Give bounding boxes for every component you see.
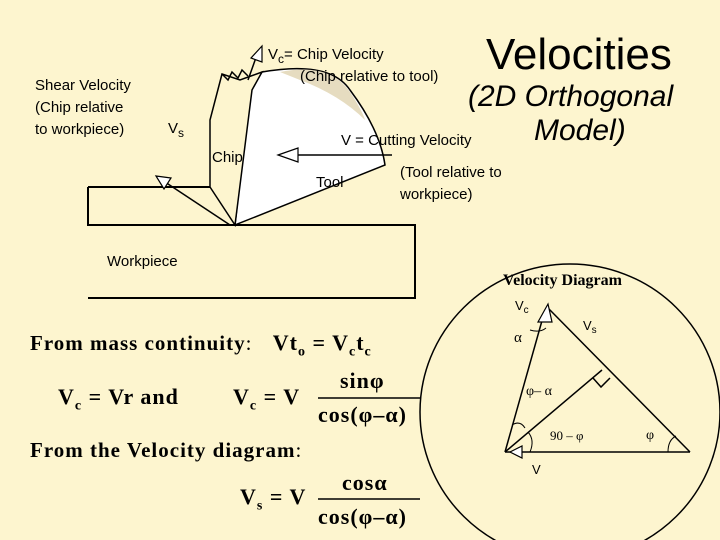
tool-label: Tool [316, 174, 344, 191]
diagram-phi-label: φ [646, 428, 655, 443]
vs-label: $V_s$ [168, 120, 185, 140]
diagram-phi-minus-alpha-label: φ– α [526, 384, 552, 399]
fraction1-numerator: sinφ [340, 368, 385, 393]
shear-velocity-line3: to workpiece) [35, 121, 125, 138]
right-angle-marker [593, 378, 610, 387]
shear-velocity-line1: Shear Velocity [35, 77, 131, 94]
tool-description-line2: workpiece) [400, 186, 473, 203]
fraction2-denominator: cos(φ–α) [318, 504, 407, 529]
vc-equals-vr-equation: $V_c = Vr$ and [58, 384, 179, 414]
vc-description: (Chip relative to tool) [300, 68, 439, 85]
ninety-phi-arc [528, 432, 532, 452]
tool-description-line1: (Tool relative to [400, 164, 502, 181]
velocity-diagram-circle [420, 264, 720, 540]
page-subtitle-line2: Model) [534, 114, 626, 147]
shear-velocity-line2: (Chip relative [35, 99, 124, 116]
vc-equals-v-equation: $V_c = V$ [233, 384, 301, 414]
chip-label: Chip [212, 149, 243, 166]
phi-arc [668, 436, 676, 452]
phi-alpha-arc [512, 423, 525, 428]
workpiece-label: Workpiece [107, 253, 178, 270]
fraction1-denominator: cos(φ–α) [318, 402, 407, 427]
fraction2-numerator: cosα [342, 470, 388, 495]
cutting-velocity-label: V = Cutting Velocity [341, 132, 472, 149]
diagram-alpha-label: α [514, 330, 522, 346]
mass-continuity-equation: From mass continuity: $Vt_o = V_ct_c$ [30, 330, 372, 360]
page-subtitle-line1: (2D Orthogonal [468, 80, 674, 113]
vc-arrowhead [251, 46, 262, 62]
triangle-top-arrowhead [538, 304, 552, 322]
from-velocity-diagram-text: From the Velocity diagram: [30, 438, 303, 462]
diagram-ninety-minus-phi-label: 90 – φ [550, 428, 584, 443]
velocity-diagram-title: Velocity Diagram [503, 272, 622, 289]
diagram-vc-label: $V_c$ [515, 298, 529, 316]
vc-label: $V_c=$ Chip Velocity [268, 46, 384, 66]
diagram-vs-label: $V_s$ [583, 318, 597, 336]
diagram-v-label: V [532, 462, 541, 477]
page-title: Velocities [486, 30, 672, 79]
triangle-bottom-arrowhead [510, 446, 522, 458]
alpha-arc [530, 328, 546, 331]
vs-equation: $V_s = V$ [240, 484, 307, 514]
